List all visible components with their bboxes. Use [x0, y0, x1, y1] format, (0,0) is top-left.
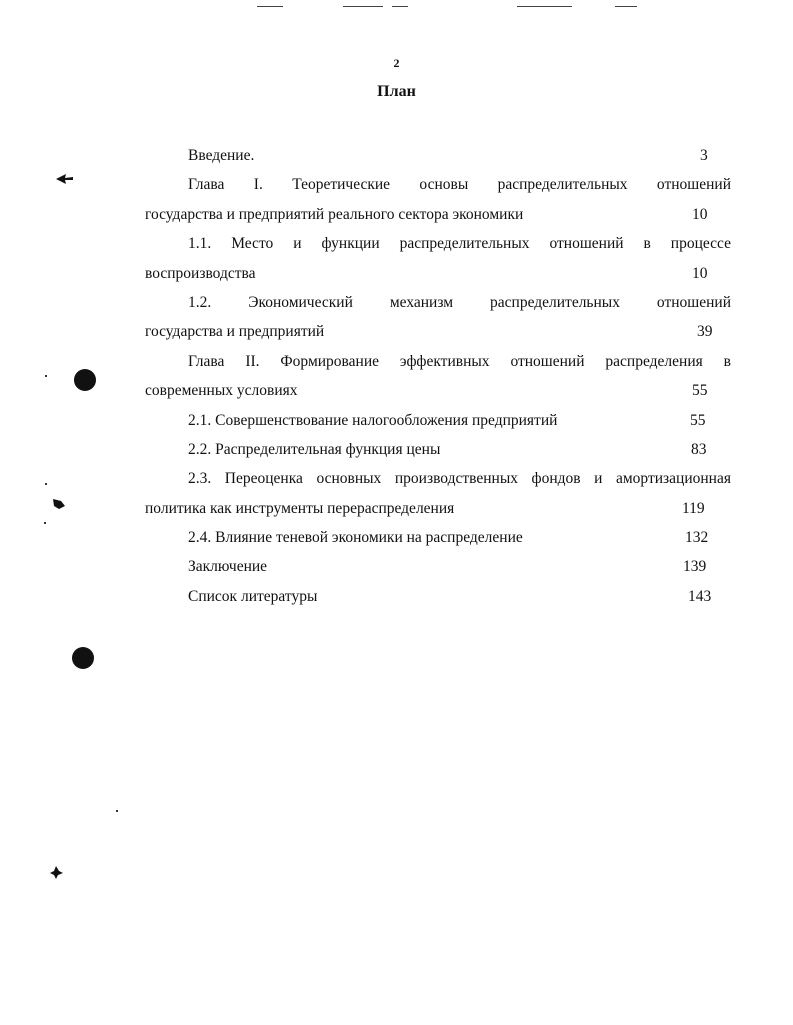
- toc-entry-page: 39: [697, 323, 713, 341]
- page-title: План: [377, 83, 416, 100]
- toc-entry-page: 119: [682, 499, 705, 517]
- toc-entry-text: воспроизводства: [145, 264, 256, 282]
- toc-entry-continuation: [145, 259, 731, 288]
- toc-entry-text: Заключение: [188, 558, 268, 576]
- scan-speck: [44, 522, 46, 524]
- toc-entry: [145, 229, 731, 258]
- toc-entry-text: Глава I. Теоретические основы распределительных отношений: [188, 176, 731, 194]
- toc-entry: [145, 141, 731, 170]
- toc-entry: [145, 464, 731, 493]
- toc-entry-page: 132: [685, 529, 709, 547]
- toc-entry-text: 1.2. Экономический механизм распределительных отношений: [188, 293, 731, 311]
- toc-entry-page: 10: [692, 205, 708, 223]
- toc-entry: [145, 288, 731, 317]
- toc-entry: [145, 435, 731, 464]
- table-of-contents: [145, 141, 731, 611]
- scan-mark: [50, 866, 63, 879]
- toc-entry-page: 55: [692, 382, 708, 400]
- toc-entry-continuation: [145, 200, 731, 229]
- scan-mark: [52, 497, 66, 511]
- toc-entry: [145, 582, 731, 611]
- scan-speck: [45, 375, 47, 377]
- scan-artifact: [257, 6, 283, 7]
- scan-artifact: [615, 6, 637, 7]
- scan-artifact: [392, 6, 408, 7]
- toc-entry-continuation: [145, 376, 731, 405]
- toc-entry-text: 2.4. Влияние теневой экономики на распределение: [188, 529, 523, 547]
- toc-entry-text: 2.3. Переоценка основных производственных фондов и амортизационная: [188, 470, 731, 488]
- toc-entry-continuation: [145, 317, 731, 346]
- toc-entry-text: Список литературы: [188, 587, 318, 605]
- punch-hole-mark: [72, 647, 94, 669]
- toc-entry: [145, 347, 731, 376]
- toc-entry: [145, 406, 731, 435]
- scan-artifact: [343, 6, 383, 7]
- scan-artifact: [517, 6, 572, 7]
- scan-speck: [45, 483, 47, 485]
- toc-entry-page: 3: [700, 147, 708, 164]
- toc-entry-text: 1.1. Место и функции распределительных отношений в процессе: [188, 235, 731, 253]
- scan-speck: [116, 810, 118, 812]
- scan-mark: [56, 172, 74, 186]
- toc-entry-text: государства и предприятий: [145, 323, 325, 341]
- toc-entry-page: 55: [690, 411, 706, 429]
- toc-entry-text: государства и предприятий реального сектора экономики: [145, 205, 524, 223]
- toc-entry-text: 2.2. Распределительная функция цены: [188, 440, 441, 458]
- toc-entry-continuation: [145, 494, 731, 523]
- toc-entry-text: политика как инструменты перераспределения: [145, 499, 455, 517]
- page-number: 2: [393, 56, 400, 70]
- punch-hole-mark: [74, 369, 96, 391]
- toc-entry-page: 143: [688, 587, 712, 605]
- toc-entry-page: 83: [691, 440, 707, 458]
- toc-entry-text: современных условиях: [145, 382, 298, 400]
- toc-entry-text: Глава II. Формирование эффективных отношений распределения в: [188, 352, 731, 370]
- toc-entry: [145, 552, 731, 581]
- toc-entry-text: 2.1. Совершенствование налогообложения предприятий: [188, 411, 558, 429]
- toc-entry: [145, 523, 731, 552]
- toc-entry: [145, 170, 731, 199]
- toc-entry-page: 139: [683, 558, 707, 576]
- toc-entry-page: 10: [692, 264, 708, 282]
- toc-entry-text: Введение.: [188, 147, 255, 164]
